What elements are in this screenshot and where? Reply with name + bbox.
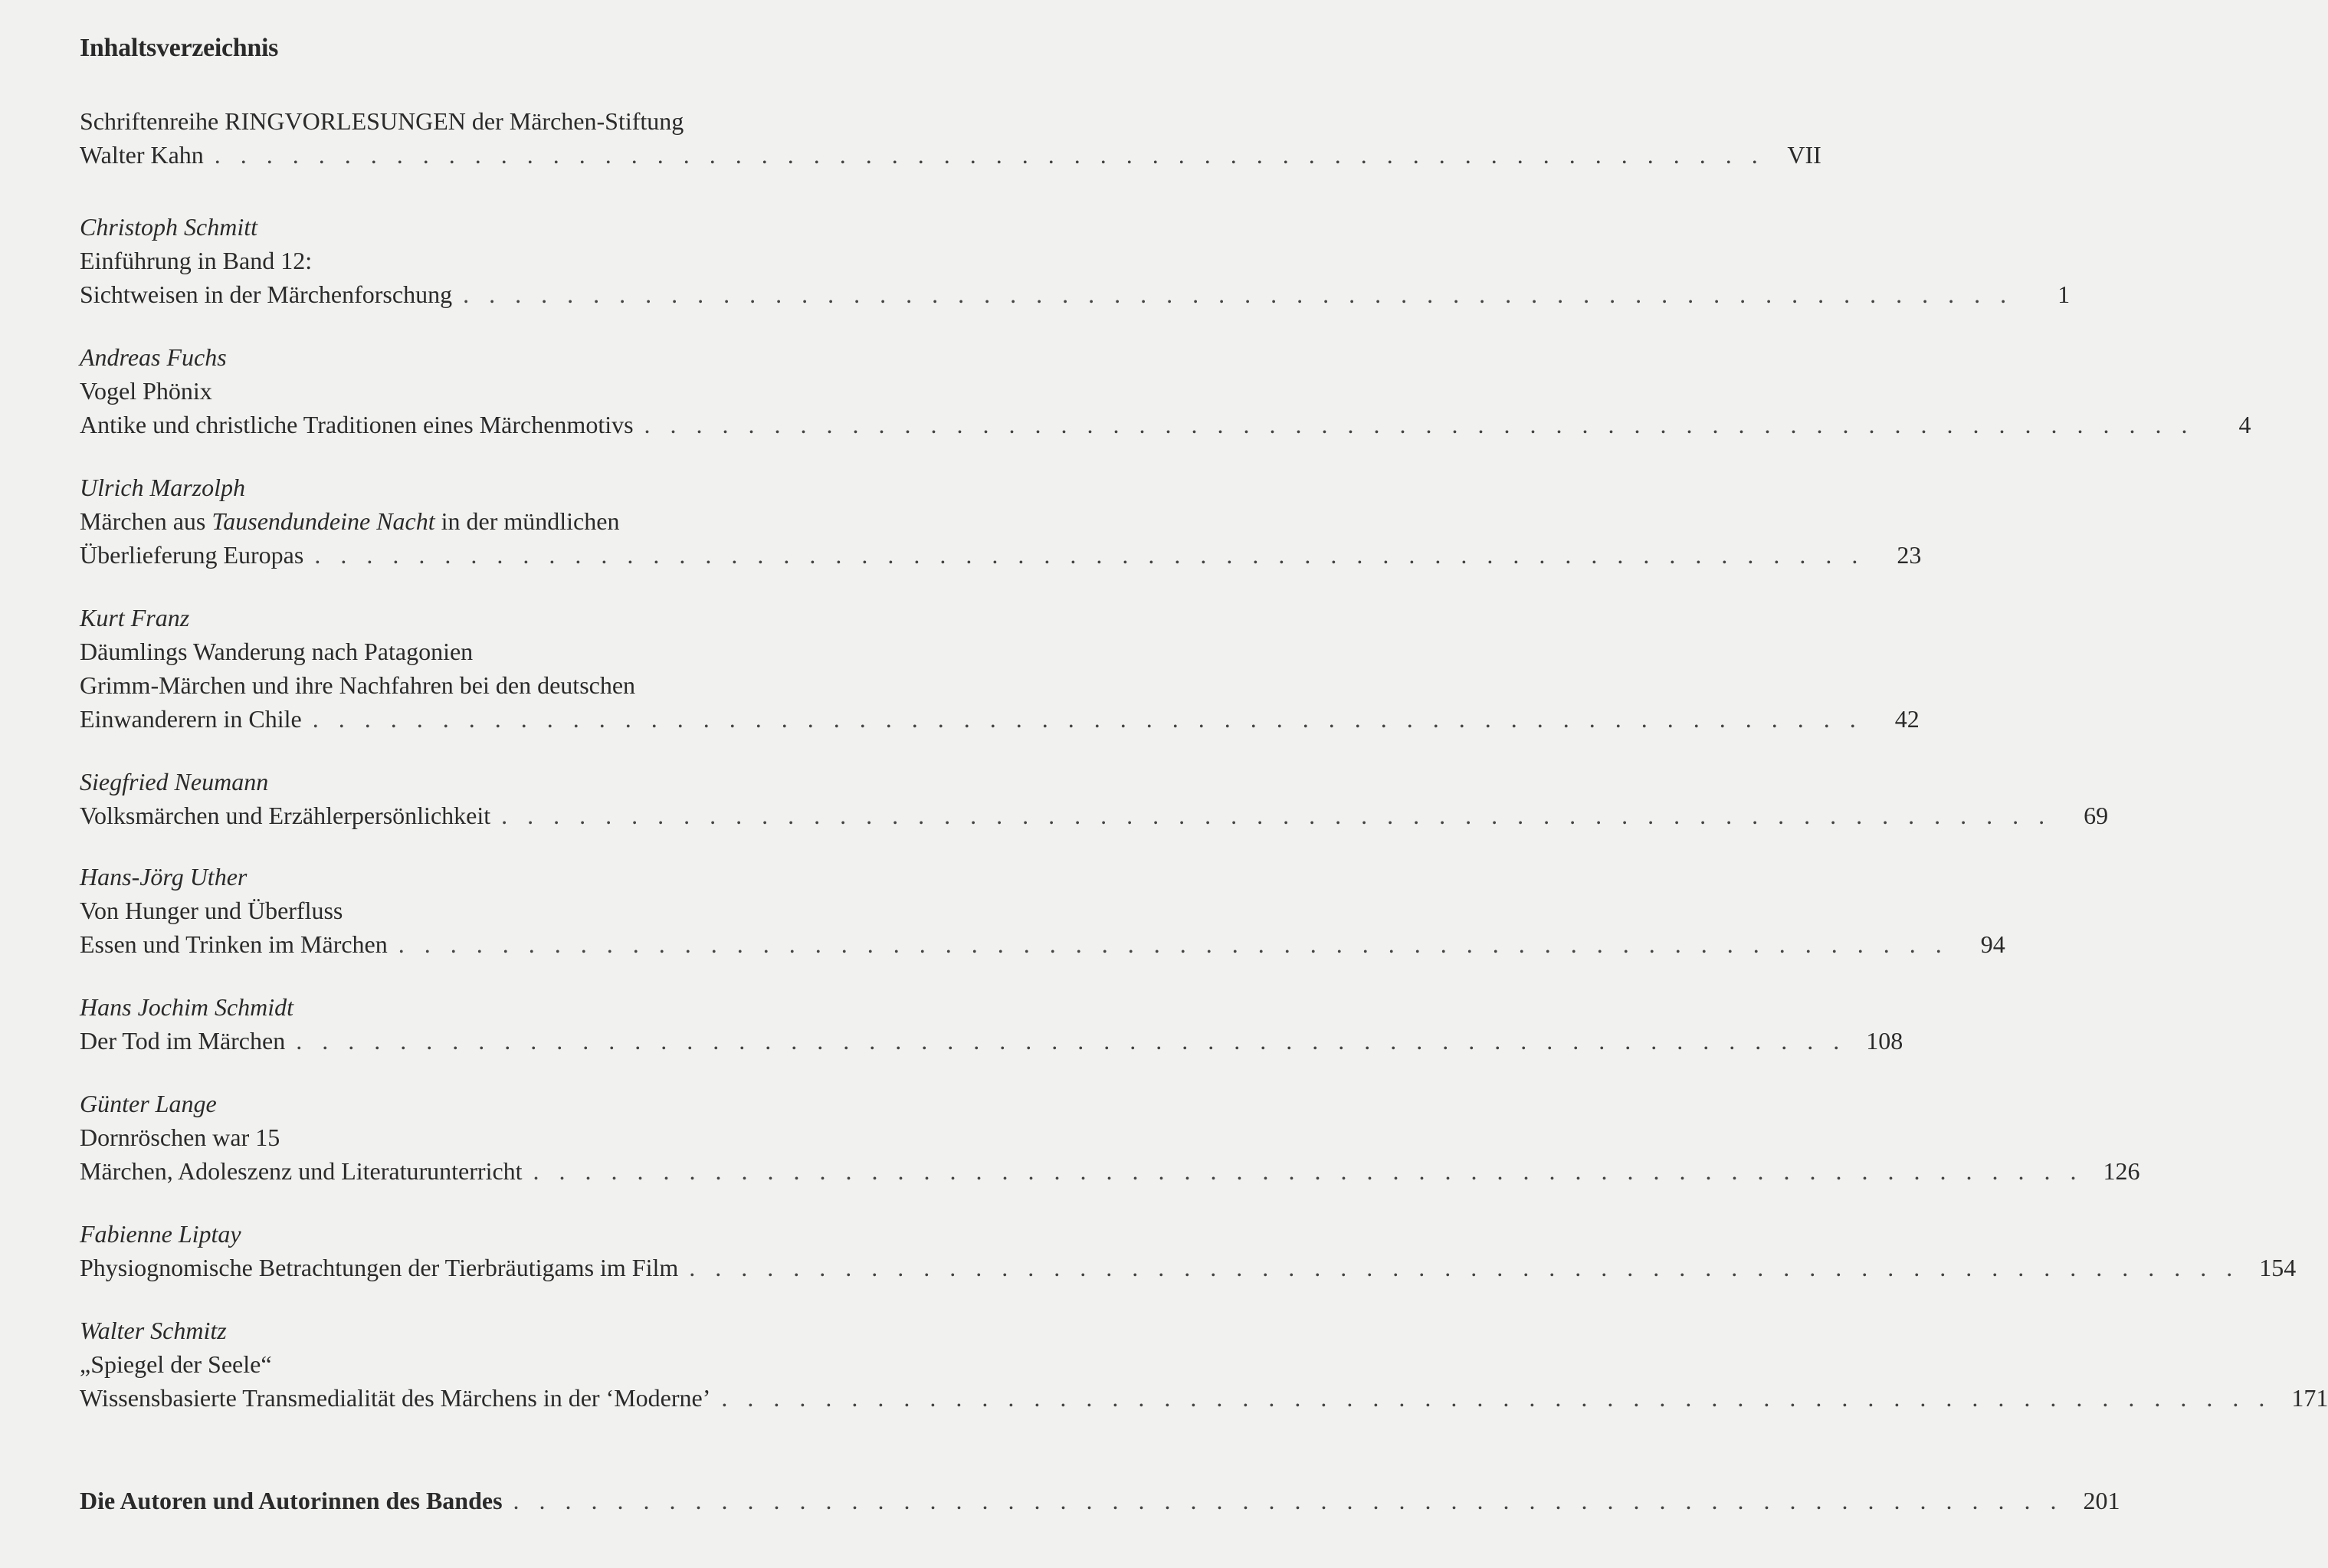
toc-entry-last-line (80, 702, 1920, 736)
toc-entry-author: Fabienne Liptay (80, 1220, 241, 1248)
toc-entry (80, 340, 2251, 441)
toc-entry-authors (80, 1484, 2120, 1517)
toc-entry-title: Physiognomische Betrachtungen der Tierbräutigams im Film (80, 1254, 679, 1281)
toc-entry-author: Andreas Fuchs (80, 343, 227, 371)
toc-entry-title-line: Von Hunger und Überfluss (80, 897, 343, 924)
toc-page-number: 42 (1894, 705, 1920, 733)
toc-entry-author: Günter Lange (80, 1090, 217, 1117)
toc-page-number: 69 (2084, 802, 2109, 829)
toc-entry (80, 860, 2005, 961)
toc-page-number: 1 (2057, 280, 2071, 308)
toc-entry-last-line (80, 1484, 2120, 1517)
toc-entry-author: Walter Schmitz (80, 1317, 227, 1344)
toc-entry-title: Überlieferung Europas (80, 541, 304, 569)
dot-leader: . . . . . . . . . . . . . . . . . . . . . . . . . . . . . . . . . . . . . . . . . . . . . . . . . . . . . . . . . . . . (513, 1487, 2064, 1514)
toc-entry-author: Siegfried Neumann (80, 768, 269, 795)
toc-entry-last-line (80, 277, 2071, 311)
toc-entry-title: Wissensbasierte Transmedialität des Märchens in der ‘Moderne’ (80, 1384, 711, 1412)
toc-entry-last-line (80, 408, 2251, 441)
toc-entry (80, 1314, 2328, 1415)
title-emphasis: Tausendundeine Nacht (211, 507, 435, 535)
toc-heading: Inhaltsverzeichnis (80, 34, 279, 62)
dot-leader: . . . . . . . . . . . . . . . . . . . . . . . . . . . . . . . . . . . . . . . . . . . . . . . . . . . . . . . . . . . . (721, 1384, 2272, 1412)
toc-entry-title: Antike und christliche Traditionen eines Märchenmotivs (80, 411, 634, 438)
toc-entry (80, 1087, 2140, 1188)
toc-entry-title-line (80, 504, 1013, 538)
toc-entry-last-line (80, 799, 2109, 832)
toc-entry-last-line (80, 1251, 2297, 1284)
toc-entry-author: Ulrich Marzolph (80, 474, 245, 501)
toc-page-number: 108 (1866, 1027, 1903, 1055)
toc-entry-title-line: Däumlings Wanderung nach Patagonien (80, 638, 474, 665)
toc-page-number: 171 (2291, 1384, 2328, 1412)
toc-entry-author: Hans Jochim Schmidt (80, 993, 294, 1021)
toc-entry (80, 990, 1903, 1058)
toc-entry-title-line: „Spiegel der Seele“ (80, 1350, 272, 1378)
toc-page-number: 4 (2238, 411, 2251, 438)
dot-leader: . . . . . . . . . . . . . . . . . . . . . . . . . . . . . . . . . . . . . . . . . . . . . . . . . . . . . . . . . . . . (501, 802, 2052, 829)
toc-entry-last-line (80, 927, 2005, 961)
toc-entry-last-line (80, 1381, 2328, 1415)
toc-entry-title-line: Dornröschen war 15 (80, 1124, 280, 1151)
toc-entry-title: Der Tod im Märchen (80, 1027, 286, 1055)
toc-entry-title-line: Schriftenreihe RINGVORLESUNGEN der Märchen-Stiftung (80, 107, 684, 135)
toc-entry-author: Hans-Jörg Uther (80, 863, 248, 891)
dot-leader: . . . . . . . . . . . . . . . . . . . . . . . . . . . . . . . . . . . . . . . . . . . . . . . . . . . . . . . . . . . . (296, 1027, 1847, 1055)
dot-leader: . . . . . . . . . . . . . . . . . . . . . . . . . . . . . . . . . . . . . . . . . . . . . . . . . . . . . . . . . . . . (312, 705, 1863, 733)
toc-page-number: 94 (1980, 930, 2005, 958)
dot-leader: . . . . . . . . . . . . . . . . . . . . . . . . . . . . . . . . . . . . . . . . . . . . . . . . . . . . . . . . . . . . (314, 541, 1865, 569)
dot-leader: . . . . . . . . . . . . . . . . . . . . . . . . . . . . . . . . . . . . . . . . . . . . . . . . . . . . . . . . . . . . (214, 141, 1765, 169)
toc-entry (80, 1217, 2297, 1284)
toc-entry (80, 210, 2071, 311)
toc-page-number: 201 (2083, 1487, 2120, 1514)
toc-entry-title: Die Autoren und Autorinnen des Bandes (80, 1487, 503, 1514)
toc-entry-title: Märchen, Adoleszenz und Literaturunterricht (80, 1157, 523, 1185)
toc-entry (80, 471, 1922, 572)
dot-leader: . . . . . . . . . . . . . . . . . . . . . . . . . . . . . . . . . . . . . . . . . . . . . . . . . . . . . . . . . . . . (644, 411, 2195, 438)
toc-entry-title-line: Einführung in Band 12: (80, 247, 313, 274)
dot-leader: . . . . . . . . . . . . . . . . . . . . . . . . . . . . . . . . . . . . . . . . . . . . . . . . . . . . . . . . . . . . (463, 280, 2014, 308)
toc-entry-title: Volksmärchen und Erzählerpersönlichkeit (80, 802, 491, 829)
toc-page-number: 23 (1897, 541, 1922, 569)
toc-entry-author: Kurt Franz (80, 604, 190, 631)
toc-entry-series (80, 104, 1821, 172)
toc-entry-last-line (80, 138, 1821, 172)
toc-entry (80, 601, 1920, 736)
toc-entry-author: Christoph Schmitt (80, 213, 258, 241)
toc-page-number: 126 (2103, 1157, 2140, 1185)
toc-entry-title-line: Vogel Phönix (80, 377, 212, 405)
title-text: in der mündlichen (434, 507, 620, 535)
toc-entry-title: Essen und Trinken im Märchen (80, 930, 388, 958)
toc-entry-title-line: Grimm-Märchen und ihre Nachfahren bei den deutschen (80, 671, 636, 699)
toc-entry-last-line (80, 1154, 2140, 1188)
toc-entry (80, 765, 2109, 832)
toc-page-number: VII (1787, 141, 1821, 169)
toc-entry-title: Walter Kahn (80, 141, 204, 169)
dot-leader: . . . . . . . . . . . . . . . . . . . . . . . . . . . . . . . . . . . . . . . . . . . . . . . . . . . . . . . . . . . . (533, 1157, 2084, 1185)
toc-page-number: 154 (2259, 1254, 2297, 1281)
toc-entry-title: Einwanderern in Chile (80, 705, 302, 733)
dot-leader: . . . . . . . . . . . . . . . . . . . . . . . . . . . . . . . . . . . . . . . . . . . . . . . . . . . . . . . . . . . . (689, 1254, 2240, 1281)
toc-entry-title: Sichtweisen in der Märchenforschung (80, 280, 453, 308)
title-text: Märchen aus (80, 507, 212, 535)
toc-entry-last-line (80, 1024, 1903, 1058)
dot-leader: . . . . . . . . . . . . . . . . . . . . . . . . . . . . . . . . . . . . . . . . . . . . . . . . . . . . . . . . . . . . (398, 930, 1949, 958)
toc-entry-last-line (80, 538, 1922, 572)
